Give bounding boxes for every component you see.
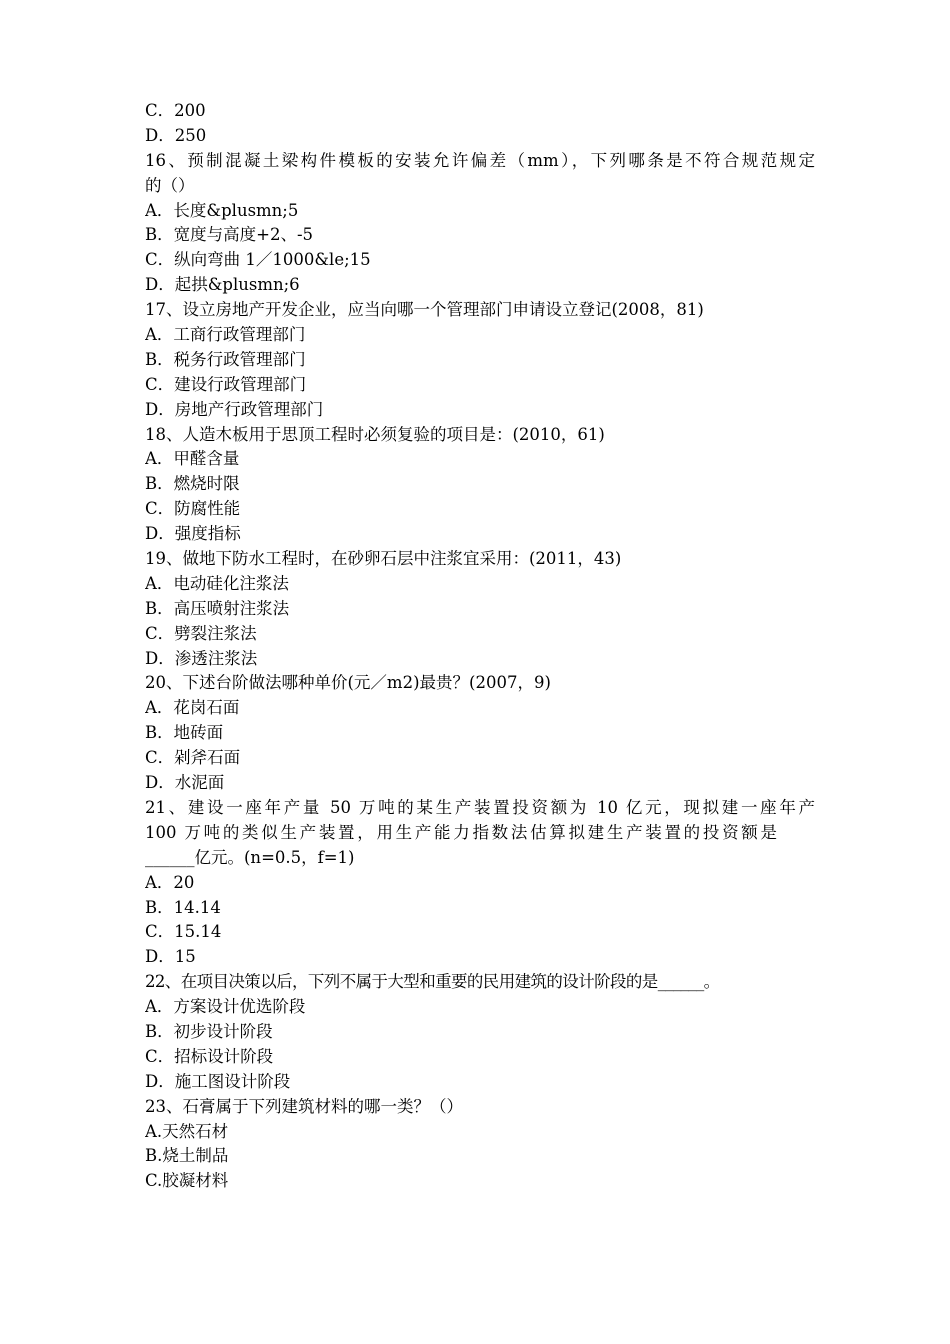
q23-option-a: A.天然石材 (145, 1121, 229, 1141)
q23-option-b: B.烧土制品 (145, 1146, 229, 1166)
q22-option-b: B．初步设计阶段 (145, 1021, 273, 1041)
q18-option-a: A．甲醛含量 (145, 449, 240, 469)
q16-option-a: A．长度&plusmn;5 (145, 200, 299, 220)
question-19: 19、做地下防水工程时，在砂卵石层中注浆宜采用：(2011，43) (145, 549, 622, 569)
question-16-line-2: 的（） (145, 175, 195, 195)
option-d-250: D．250 (145, 125, 207, 145)
q19-option-d: D．渗透注浆法 (145, 648, 258, 668)
question-21-line-2: 100 万吨的类似生产装置，用生产能力指数法估算拟建生产装置的投资额是 (145, 822, 777, 842)
q19-option-b: B．高压喷射注浆法 (145, 598, 290, 618)
q17-option-b: B．税务行政管理部门 (145, 349, 306, 369)
question-21-line-1: 21、建设一座年产量 50 万吨的某生产装置投资额为 10 亿元，现拟建一座年产 (145, 797, 815, 817)
q20-option-a: A．花岗石面 (145, 698, 240, 718)
question-23: 23、石膏属于下列建筑材料的哪一类？（） (145, 1096, 463, 1116)
q17-option-c: C．建设行政管理部门 (145, 374, 307, 394)
option-c-200: C．200 (145, 101, 206, 120)
q16-option-b: B．宽度与高度+2、-5 (145, 225, 314, 245)
q21-option-d: D．15 (145, 947, 196, 967)
q21-option-a: A．20 (145, 872, 195, 892)
q20-option-d: D．水泥面 (145, 773, 225, 793)
question-22: 22、在项目决策以后，下列不属于大型和重要的民用建筑的设计阶段的是______。 (145, 972, 720, 992)
question-20: 20、下述台阶做法哪种单价(元／m2)最贵？(2007，9) (145, 673, 551, 693)
q21-option-b: B．14.14 (145, 897, 221, 917)
q20-option-b: B．地砖面 (145, 723, 224, 743)
question-18: 18、人造木板用于思顶工程时必须复验的项目是：(2010，61) (145, 424, 605, 444)
q16-option-c: C．纵向弯曲 1／1000&le;15 (145, 250, 371, 270)
q22-option-a: A．方案设计优选阶段 (145, 997, 306, 1017)
document-page (145, 99, 815, 1194)
question-21-line-3: ______亿元。(n=0.5，f=1) (145, 847, 355, 867)
q22-option-d: D．施工图设计阶段 (145, 1071, 291, 1091)
q20-option-c: C．剁斧石面 (145, 748, 241, 768)
q18-option-b: B．燃烧时限 (145, 474, 240, 494)
q19-option-c: C．劈裂注浆法 (145, 623, 257, 643)
q19-option-a: A．电动硅化注浆法 (145, 573, 289, 593)
question-17: 17、设立房地产开发企业，应当向哪一个管理部门申请设立登记(2008，81) (145, 300, 704, 320)
question-16-line-1: 16、预制混凝土梁构件模板的安装允许偏差（mm），下列哪条是不符合规范规定 (145, 150, 815, 170)
q17-option-d: D．房地产行政管理部门 (145, 399, 324, 419)
q21-option-c: C．15.14 (145, 922, 222, 942)
q18-option-c: C．防腐性能 (145, 499, 241, 519)
q16-option-d: D．起拱&plusmn;6 (145, 275, 300, 295)
q18-option-d: D．强度指标 (145, 524, 241, 544)
q17-option-a: A．工商行政管理部门 (145, 325, 306, 345)
q22-option-c: C．招标设计阶段 (145, 1046, 274, 1066)
q23-option-c: C.胶凝材料 (145, 1171, 229, 1191)
